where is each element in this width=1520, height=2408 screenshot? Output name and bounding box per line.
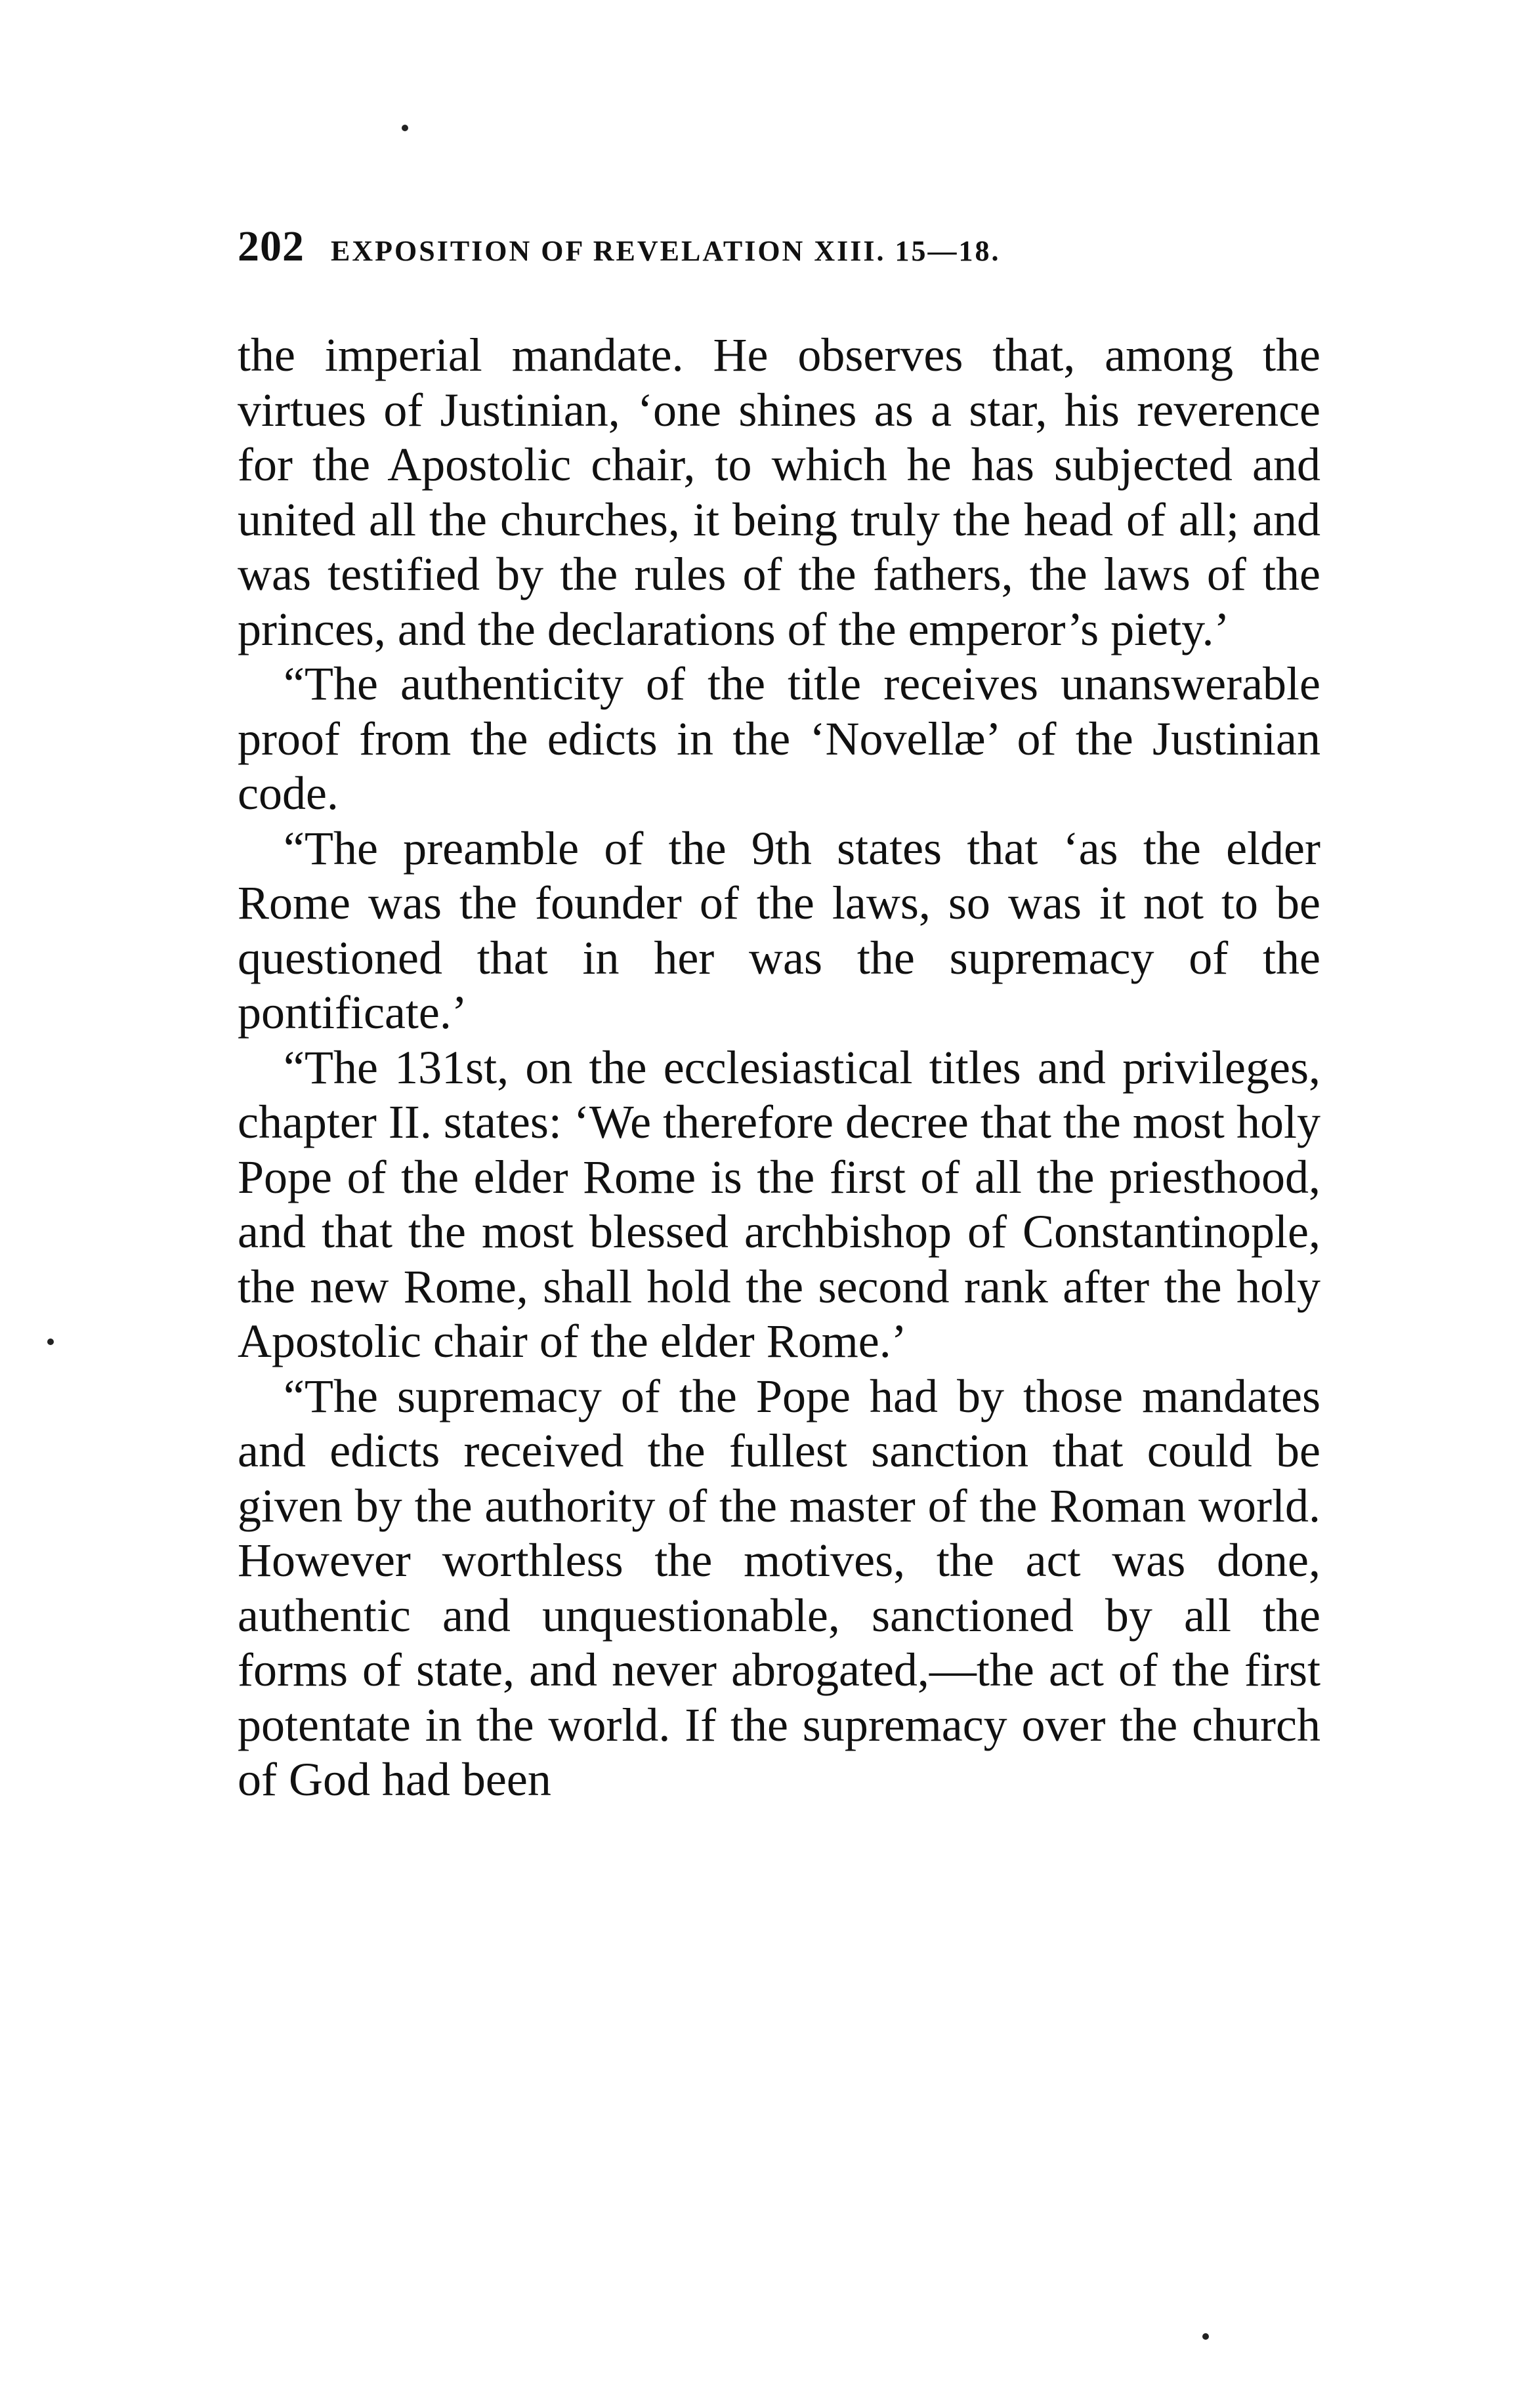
scan-speck: [402, 125, 408, 131]
paragraph-4: “The 131st, on the ecclesiastical titles and privileges, chapter II. states: ‘We therefore decree that the most holy Pope of the elder Rome is the first of all the priesthood, and that the most blessed archbishop of Constantinople, the new Rome, shall hold the second rank after the holy Apostolic chair of the elder Rome.’: [238, 1041, 1320, 1367]
body-text: [238, 328, 1320, 1808]
running-title: EXPOSITION OF REVELATION XIII. 15—18.: [331, 235, 1001, 267]
paragraph-2: “The authenticity of the title receives unanswerable proof from the edicts in the ‘Novellæ’ of the Justinian code.: [238, 657, 1320, 820]
page-number: 202: [238, 222, 305, 270]
paragraph-3: “The preamble of the 9th states that ‘as the elder Rome was the founder of the laws, so was it not to be questioned that in her was the supremacy of the pontificate.’: [238, 821, 1320, 1039]
scan-speck: [47, 1339, 54, 1345]
paragraph-1: the imperial mandate. He observes that, among the virtues of Justinian, ‘one shines as a star, his reverence for the Apostolic chair, to which he has subjected and united all the churches, it being truly the head of all; and was testified by the rules of the fathers, the laws of the princes, and the declarations of the emperor’s piety.’: [238, 329, 1320, 655]
scan-speck: [1202, 2333, 1209, 2340]
paragraph-5: “The supremacy of the Pope had by those mandates and edicts received the fullest sanction that could be given by the authority of the master of the Roman world. However worthless the motives, the act was done, authentic and unquestionable, sanctioned by all the forms of state, and never abrogated,—the act of the first potentate in the world. If the supremacy over the church of God had been: [238, 1369, 1320, 1806]
page-header: [238, 222, 1327, 281]
